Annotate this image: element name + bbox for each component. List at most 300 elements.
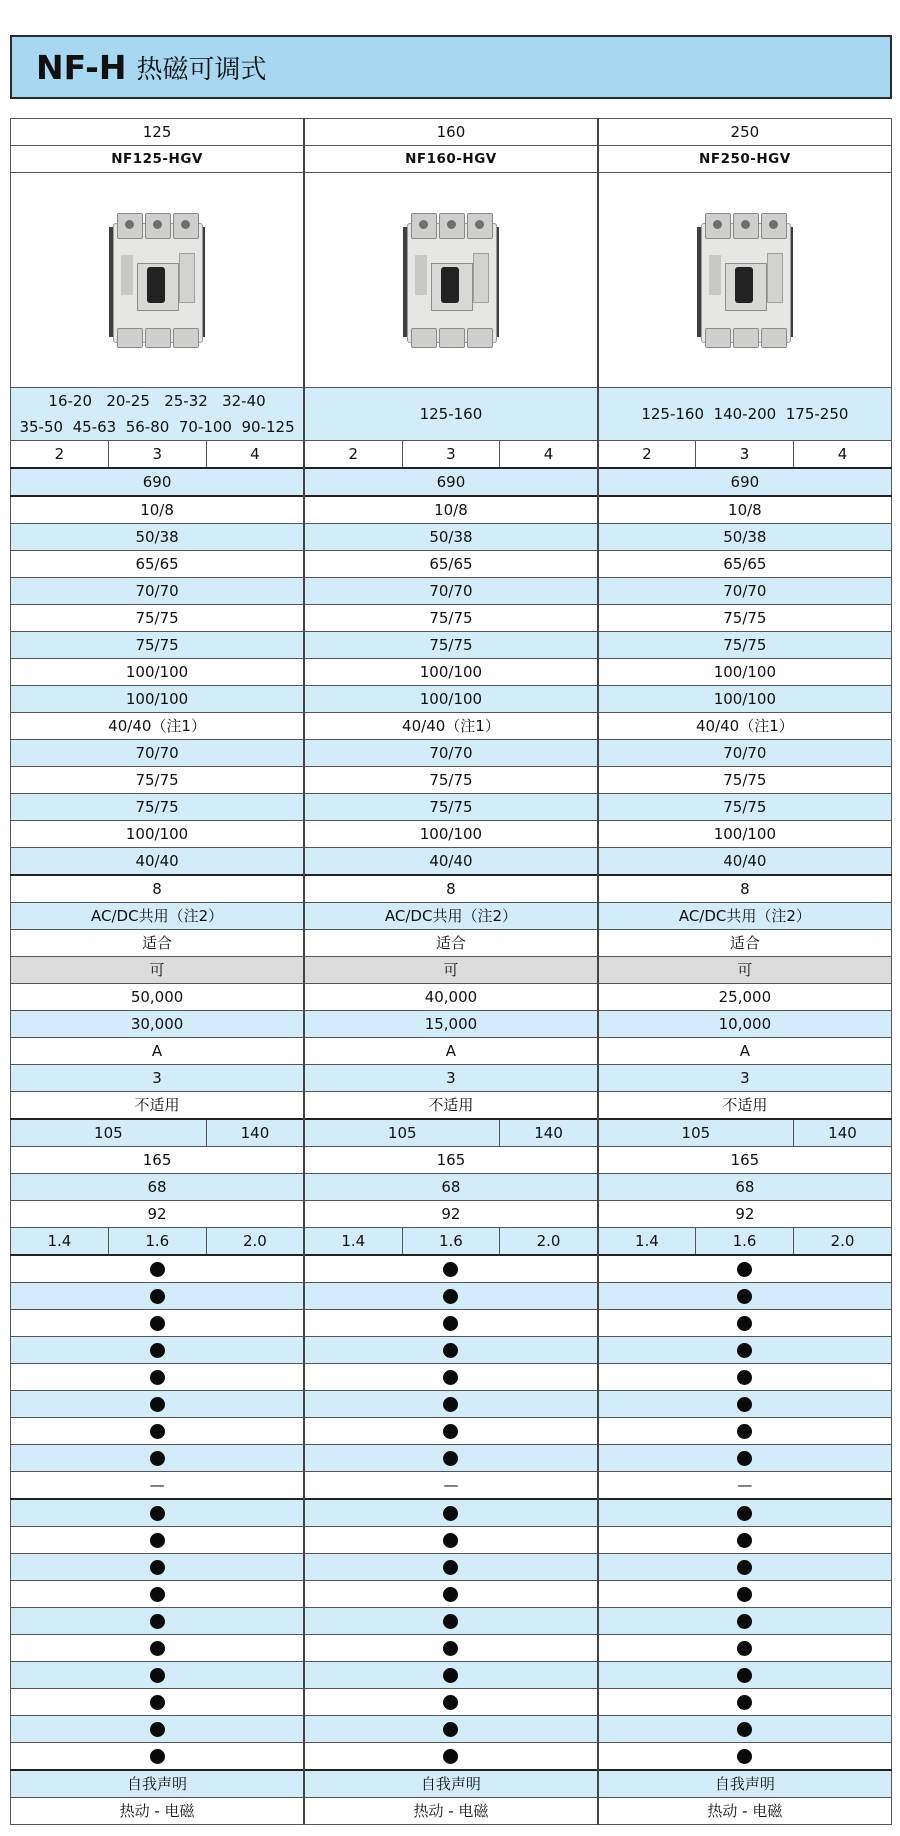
breaking-capacity-cell: 75/75 [598,767,892,794]
accessory-cell [11,1554,305,1581]
filled-dot-icon [150,1587,165,1602]
breaking-capacity-cell: 75/75 [598,605,892,632]
breaking-capacity-row [11,551,892,578]
accessory-cell [11,1364,305,1391]
filled-dot-icon [737,1424,752,1439]
accessory-cell [11,1527,305,1554]
accessory-cell [11,1662,305,1689]
filled-dot-icon [150,1397,165,1412]
accessory-cell [304,1472,598,1500]
breaking-capacity-cell: 100/100 [304,686,598,713]
breaking-capacity-cell: 75/75 [304,605,598,632]
filled-dot-icon [737,1641,752,1656]
breaking-capacity-cell: 75/75 [598,632,892,659]
filled-dot-icon [737,1451,752,1466]
certification-cell: 自我声明 [598,1770,892,1798]
filled-dot-icon [737,1370,752,1385]
dim-68-cell-row [11,1174,892,1201]
accessory-cell [11,1337,305,1364]
voltage-cell: 690 [304,468,598,496]
accessory-cell [304,1662,598,1689]
dim-92-cell: 92 [11,1201,305,1228]
accessory-cell [598,1608,892,1635]
frame-cell: 160 [304,119,598,146]
accessory-cell [304,1310,598,1337]
filled-dot-icon [443,1641,458,1656]
poles-cell: 3 [696,441,794,469]
model-cell-row [11,146,892,173]
accessory-cell [598,1635,892,1662]
breaking-capacity-cell: 75/75 [11,632,305,659]
mech-life-cell-row [11,984,892,1011]
filled-dot-icon [737,1533,752,1548]
accessory-cell [598,1581,892,1608]
dim-a-cell: 105 [11,1119,207,1147]
dim-165-cell: 165 [304,1147,598,1174]
circuit-breaker-image [697,213,793,348]
weight-cell: 1.6 [696,1228,794,1256]
accessory-row [11,1445,892,1472]
rating-range-cell [11,388,305,441]
accessory-cell [11,1255,305,1283]
breaking-capacity-cell: 70/70 [11,578,305,605]
accessory-cell [598,1554,892,1581]
accessory-cell [304,1716,598,1743]
accessory-cell [304,1337,598,1364]
not-applicable-cell-row [11,1092,892,1120]
breaker-image [11,173,305,388]
dim-a-cell-row [11,1119,892,1147]
poles-cell: 4 [794,441,892,469]
breaking-capacity-cell: 40/40 [11,848,305,876]
accessory-cell [11,1716,305,1743]
filled-dot-icon [443,1560,458,1575]
breaking-capacity-cell: 50/38 [11,524,305,551]
breaking-capacity-row [11,496,892,524]
breaking-capacity-row [11,713,892,740]
breaking-capacity-cell: 100/100 [11,686,305,713]
accessory-cell [598,1337,892,1364]
accessory-cell [11,1635,305,1662]
accessory-row [11,1391,892,1418]
accessory-row [11,1310,892,1337]
not-applicable-cell: 不适用 [304,1092,598,1120]
filled-dot-icon [150,1289,165,1304]
filled-dot-icon [443,1370,458,1385]
accessory-row [11,1743,892,1771]
accessory-cell [11,1608,305,1635]
certification-cell: 自我声明 [304,1770,598,1798]
rating-range-cell [304,388,598,441]
model-cell: NF250-HGV [598,146,892,173]
breaking-capacity-cell: 70/70 [598,740,892,767]
breaking-capacity-cell: 65/65 [598,551,892,578]
breaking-capacity-cell: 50/38 [598,524,892,551]
suitable-cell: 适合 [11,930,305,957]
breaking-capacity-cell: 75/75 [304,767,598,794]
poles-cell-row [11,441,892,469]
num3-cell: 3 [598,1065,892,1092]
filled-dot-icon [443,1695,458,1710]
breaking-capacity-row [11,740,892,767]
breaking-capacity-cell: 70/70 [598,578,892,605]
poles-cell: 4 [206,441,304,469]
accessory-row [11,1283,892,1310]
dim-a-cell: 140 [206,1119,304,1147]
breaking-capacity-cell: 70/70 [304,740,598,767]
breaker-image [598,173,892,388]
dim-a-cell: 140 [794,1119,892,1147]
accessory-cell [11,1418,305,1445]
dash-mark: — [149,1476,165,1494]
acdc-cell: AC/DC共用（注2） [598,903,892,930]
accessory-cell [304,1255,598,1283]
accessory-row [11,1716,892,1743]
filled-dot-icon [150,1506,165,1521]
dim-68-cell: 68 [11,1174,305,1201]
accessory-cell [11,1581,305,1608]
circuit-breaker-image [403,213,499,348]
accessory-cell [304,1364,598,1391]
voltage-cell: 690 [11,468,305,496]
accessory-cell [11,1472,305,1500]
breaking-capacity-cell: 75/75 [11,767,305,794]
filled-dot-icon [737,1722,752,1737]
acdc-cell-row [11,903,892,930]
dim-165-cell: 165 [11,1147,305,1174]
accessory-cell [304,1499,598,1527]
weight-cell: 1.4 [598,1228,696,1256]
accessory-cell [598,1472,892,1500]
filled-dot-icon [443,1533,458,1548]
filled-dot-icon [443,1289,458,1304]
suitable-cell: 适合 [304,930,598,957]
breaking-capacity-cell: 10/8 [598,496,892,524]
weight-cell: 2.0 [206,1228,304,1256]
filled-dot-icon [150,1614,165,1629]
model-cell: NF125-HGV [11,146,305,173]
accessory-cell [304,1527,598,1554]
filled-dot-icon [737,1506,752,1521]
filled-dot-icon [150,1451,165,1466]
filled-dot-icon [737,1695,752,1710]
frame-cell-row [11,119,892,146]
accessory-row [11,1418,892,1445]
breaker-image [304,173,598,388]
accessory-cell [11,1391,305,1418]
breaking-capacity-cell: 75/75 [11,794,305,821]
accessory-cell [11,1445,305,1472]
breaking-capacity-row [11,578,892,605]
weight-cell: 2.0 [794,1228,892,1256]
num3-cell-row [11,1065,892,1092]
filled-dot-icon [737,1289,752,1304]
filled-dot-icon [150,1749,165,1764]
mech-life-cell: 40,000 [304,984,598,1011]
weight-cell: 1.4 [11,1228,109,1256]
num3-cell: 3 [304,1065,598,1092]
suitable-cell-row [11,930,892,957]
filled-dot-icon [150,1262,165,1277]
dash-mark: — [443,1476,459,1494]
voltage-cell-row [11,468,892,496]
dim-92-cell-row [11,1201,892,1228]
class-cell: A [598,1038,892,1065]
filled-dot-icon [150,1533,165,1548]
poles-cell: 2 [304,441,402,469]
num3-cell: 3 [11,1065,305,1092]
breaking-capacity-cell: 40/40（注1） [11,713,305,740]
certification-cell: 自我声明 [11,1770,305,1798]
filled-dot-icon [150,1560,165,1575]
accessory-cell [598,1662,892,1689]
elec-life-cell: 10,000 [598,1011,892,1038]
weight-cell: 2.0 [500,1228,598,1256]
filled-dot-icon [443,1506,458,1521]
breaking-capacity-cell: 100/100 [11,659,305,686]
elec-life-cell: 15,000 [304,1011,598,1038]
suitable-cell: 适合 [598,930,892,957]
not-applicable-cell: 不适用 [598,1092,892,1120]
breaking-capacity-cell: 40/40 [598,848,892,876]
page-title [10,35,892,99]
rating-range-cell [598,388,892,441]
possible-cell: 可 [11,957,305,984]
breaking-capacity-cell: 70/70 [11,740,305,767]
mech-life-cell: 50,000 [11,984,305,1011]
accessory-cell [598,1527,892,1554]
not-applicable-cell: 不适用 [11,1092,305,1120]
voltage-cell: 690 [598,468,892,496]
trip-type-cell-row [11,1798,892,1825]
accessory-cell [598,1364,892,1391]
breaking-capacity-row [11,524,892,551]
accessory-cell [304,1689,598,1716]
filled-dot-icon [443,1424,458,1439]
filled-dot-icon [443,1587,458,1602]
breaking-capacity-cell: 100/100 [304,821,598,848]
v8-cell: 8 [598,875,892,903]
filled-dot-icon [150,1424,165,1439]
filled-dot-icon [737,1668,752,1683]
breaking-capacity-row [11,767,892,794]
accessory-cell [304,1635,598,1662]
filled-dot-icon [443,1397,458,1412]
accessory-cell [598,1310,892,1337]
accessory-cell [598,1418,892,1445]
breaking-capacity-cell: 10/8 [11,496,305,524]
breaking-capacity-row [11,821,892,848]
breaking-capacity-row [11,659,892,686]
title-desc: 热磁可调式 [136,54,267,85]
accessory-cell [11,1743,305,1771]
breaking-capacity-row [11,848,892,876]
accessory-cell [598,1391,892,1418]
dash-mark: — [737,1476,753,1494]
trip-type-cell: 热动 - 电磁 [598,1798,892,1825]
v8-cell: 8 [11,875,305,903]
breaking-capacity-cell: 75/75 [598,794,892,821]
breaking-capacity-cell: 75/75 [11,605,305,632]
product-image-row [11,173,892,388]
filled-dot-icon [443,1722,458,1737]
breaking-capacity-row [11,632,892,659]
possible-cell: 可 [304,957,598,984]
accessory-cell [598,1689,892,1716]
accessory-cell [11,1689,305,1716]
filled-dot-icon [737,1749,752,1764]
dim-68-cell: 68 [598,1174,892,1201]
filled-dot-icon [150,1370,165,1385]
accessory-cell [598,1283,892,1310]
accessory-cell [304,1445,598,1472]
filled-dot-icon [737,1316,752,1331]
accessory-row [11,1635,892,1662]
breaking-capacity-row [11,794,892,821]
filled-dot-icon [150,1316,165,1331]
accessory-cell [598,1499,892,1527]
breaking-capacity-cell: 100/100 [304,659,598,686]
accessory-cell [11,1499,305,1527]
accessory-row [11,1527,892,1554]
accessory-row [11,1337,892,1364]
accessory-cell [11,1283,305,1310]
breaking-capacity-cell: 100/100 [598,659,892,686]
class-cell-row [11,1038,892,1065]
rating-range-line1: 125-160 [419,405,483,423]
accessory-cell [598,1716,892,1743]
rating-range-row [11,388,892,441]
breaking-capacity-cell: 75/75 [304,632,598,659]
accessory-row [11,1608,892,1635]
breaking-capacity-cell: 70/70 [304,578,598,605]
breaking-capacity-cell: 65/65 [304,551,598,578]
filled-dot-icon [737,1343,752,1358]
dim-a-cell: 105 [304,1119,500,1147]
model-cell: NF160-HGV [304,146,598,173]
accessory-cell [304,1554,598,1581]
accessory-row [11,1255,892,1283]
mech-life-cell: 25,000 [598,984,892,1011]
filled-dot-icon [737,1560,752,1575]
filled-dot-icon [737,1614,752,1629]
accessory-cell [11,1310,305,1337]
poles-cell: 3 [402,441,500,469]
accessory-row [11,1689,892,1716]
accessory-cell [304,1608,598,1635]
filled-dot-icon [150,1722,165,1737]
accessory-row [11,1364,892,1391]
breaking-capacity-cell: 100/100 [598,821,892,848]
filled-dot-icon [443,1749,458,1764]
filled-dot-icon [737,1262,752,1277]
accessory-cell [304,1283,598,1310]
breaking-capacity-cell: 100/100 [11,821,305,848]
trip-type-cell: 热动 - 电磁 [304,1798,598,1825]
dim-92-cell: 92 [598,1201,892,1228]
title-model: NF-H [36,47,127,87]
acdc-cell: AC/DC共用（注2） [11,903,305,930]
frame-cell: 250 [598,119,892,146]
filled-dot-icon [443,1316,458,1331]
accessory-cell [304,1391,598,1418]
accessory-row [11,1662,892,1689]
spec-table [10,118,892,1825]
dim-92-cell: 92 [304,1201,598,1228]
breaking-capacity-cell: 40/40 [304,848,598,876]
accessory-cell [598,1255,892,1283]
elec-life-cell: 30,000 [11,1011,305,1038]
filled-dot-icon [737,1397,752,1412]
dim-165-cell-row [11,1147,892,1174]
breaking-capacity-cell: 100/100 [598,686,892,713]
weight-cell-row [11,1228,892,1256]
accessory-cell [598,1445,892,1472]
trip-type-cell: 热动 - 电磁 [11,1798,305,1825]
filled-dot-icon [150,1343,165,1358]
accessory-cell [304,1418,598,1445]
rating-range-line2: 35-50 45-63 56-80 70-100 90-125 [19,418,295,436]
accessory-cell [304,1581,598,1608]
accessory-row [11,1581,892,1608]
v8-cell: 8 [304,875,598,903]
accessory-row [11,1554,892,1581]
poles-cell: 4 [500,441,598,469]
breaking-capacity-cell: 75/75 [304,794,598,821]
acdc-cell: AC/DC共用（注2） [304,903,598,930]
breaking-capacity-cell: 10/8 [304,496,598,524]
possible-cell: 可 [598,957,892,984]
breaking-capacity-cell: 40/40（注1） [598,713,892,740]
filled-dot-icon [443,1262,458,1277]
poles-cell: 3 [108,441,206,469]
weight-cell: 1.6 [108,1228,206,1256]
v8-cell-row [11,875,892,903]
dim-a-cell: 105 [598,1119,794,1147]
accessory-cell [598,1743,892,1771]
filled-dot-icon [150,1641,165,1656]
filled-dot-icon [443,1343,458,1358]
accessory-row [11,1472,892,1500]
class-cell: A [11,1038,305,1065]
accessory-cell [304,1743,598,1771]
weight-cell: 1.4 [304,1228,402,1256]
possible-cell-row [11,957,892,984]
circuit-breaker-image [109,213,205,348]
elec-life-cell-row [11,1011,892,1038]
filled-dot-icon [150,1668,165,1683]
dim-165-cell: 165 [598,1147,892,1174]
class-cell: A [304,1038,598,1065]
poles-cell: 2 [598,441,696,469]
breaking-capacity-row [11,686,892,713]
breaking-capacity-cell: 65/65 [11,551,305,578]
filled-dot-icon [443,1668,458,1683]
filled-dot-icon [737,1587,752,1602]
frame-cell: 125 [11,119,305,146]
filled-dot-icon [443,1614,458,1629]
dim-68-cell: 68 [304,1174,598,1201]
rating-range-line1: 16-20 20-25 25-32 32-40 [48,392,266,410]
breaking-capacity-cell: 40/40（注1） [304,713,598,740]
weight-cell: 1.6 [402,1228,500,1256]
breaking-capacity-cell: 50/38 [304,524,598,551]
dim-a-cell: 140 [500,1119,598,1147]
poles-cell: 2 [11,441,109,469]
certification-cell-row [11,1770,892,1798]
accessory-row [11,1499,892,1527]
filled-dot-icon [443,1451,458,1466]
